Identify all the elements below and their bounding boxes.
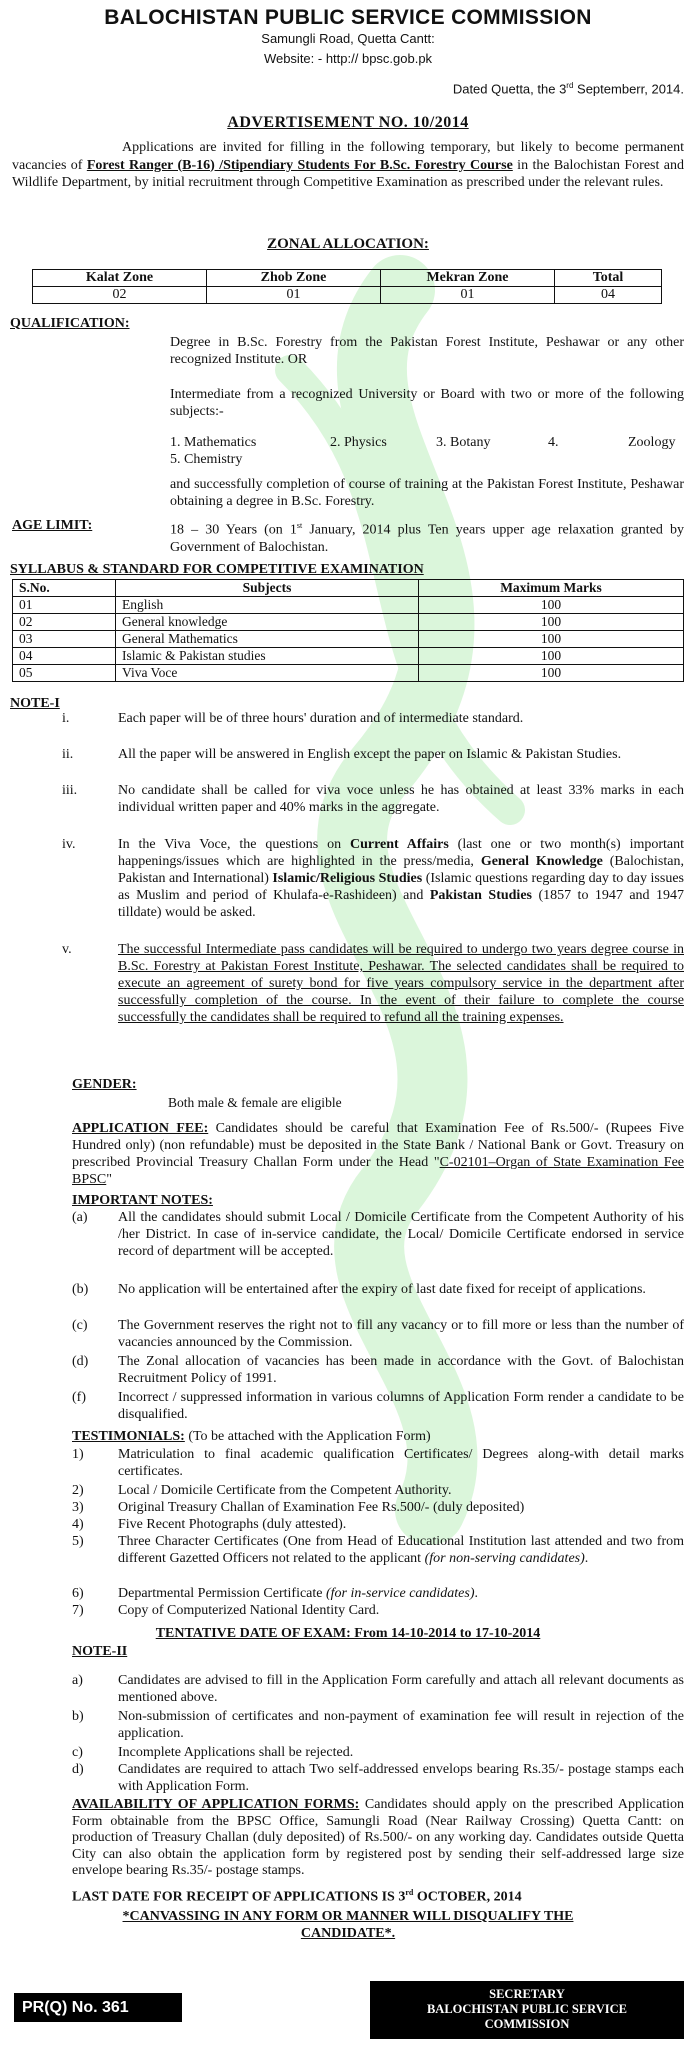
list-item xyxy=(72,1672,684,1706)
date-prefix: Dated Quetta, the xyxy=(452,81,560,97)
testimonials-label: TESTIMONIALS: xyxy=(72,1429,185,1444)
note1-iv-general-knowledge: General Knowledge xyxy=(480,854,603,869)
list-item xyxy=(72,1761,684,1795)
note2-num: a) xyxy=(72,1673,83,1688)
important-note-text: Incorrect / suppressed information in various columns of Application Form render a candidate to be disqualified. xyxy=(118,1390,684,1422)
note2-text: Non-submission of certificates and non-payment of examination fee will result in rejection of the application. xyxy=(118,1709,684,1741)
syllabus-marks: 100 xyxy=(419,614,684,631)
note2-num: b) xyxy=(72,1709,84,1724)
table-row xyxy=(13,648,684,665)
list-item xyxy=(72,1209,684,1279)
syllabus-sno: 05 xyxy=(13,665,116,682)
syllabus-header-subjects: Subjects xyxy=(116,580,419,597)
list-item xyxy=(62,710,684,744)
important-note-text: The Government reserves the right not to fill any vacancy or to fill more or less than the number of vacancies announced by the Commission. xyxy=(118,1318,684,1350)
website: Website: - http:// bpsc.gob.pk xyxy=(263,51,433,66)
list-item xyxy=(72,1317,684,1351)
qualification-subjects xyxy=(170,434,684,470)
table-row xyxy=(13,631,684,648)
zone-header-zhob: Zhob Zone xyxy=(207,270,381,287)
syllabus-sno: 01 xyxy=(13,597,116,614)
list-item xyxy=(72,1389,684,1423)
syllabus-sno: 03 xyxy=(13,631,116,648)
note1-text: The successful Intermediate pass candidates will be required to undergo two years degree course in B.Sc. Forestry at Pakistan Forest Institute, Peshawar. The selected candidates shall be required to execute an agreement of surety bond for five years compulsory service in the department after successfully completion of the course. In the event of their failure to complete the course successfully the candidates shall be required to refund all the training expenses. xyxy=(118,942,684,1025)
testimonials-heading xyxy=(72,1428,431,1445)
important-note-num: (a) xyxy=(72,1210,88,1225)
subject-mathematics: 1. Mathematics xyxy=(170,435,257,450)
qualification-intermediate: Intermediate from a recognized University or Board with two or more of the following subjects:- xyxy=(170,387,684,419)
zonal-table xyxy=(32,269,662,304)
testimonial-num: 6) xyxy=(72,1586,84,1601)
syllabus-subject: Viva Voce xyxy=(116,665,419,682)
tentative-exam-date: TENTATIVE DATE OF EXAM: From 14-10-2014 to 17-10-2014 xyxy=(155,1626,541,1641)
note1-num: iii. xyxy=(62,783,78,798)
testimonial-text xyxy=(118,1533,684,1567)
list-item xyxy=(72,1708,684,1742)
list-item xyxy=(72,1446,684,1480)
table-row xyxy=(13,614,684,631)
subject-number-4: 4. xyxy=(548,435,559,450)
list-item xyxy=(72,1533,684,1585)
advert-intro xyxy=(12,139,684,192)
note1-num: ii. xyxy=(62,747,74,762)
testimonial-text xyxy=(118,1585,684,1602)
gender-text: Both male & female are eligible xyxy=(168,1095,342,1110)
list-item xyxy=(62,836,684,940)
testimonial-num: 2) xyxy=(72,1483,84,1498)
testimonial-num: 1) xyxy=(72,1447,84,1462)
syllabus-marks: 100 xyxy=(419,648,684,665)
last-date-sup: rd xyxy=(405,1888,414,1897)
list-item xyxy=(72,1602,684,1619)
important-note-text: The Zonal allocation of vacancies has been made in accordance with the Govt. of Balochistan Recruitment Policy of 1991. xyxy=(118,1354,684,1386)
syllabus-subject: General knowledge xyxy=(116,614,419,631)
testimonial-num: 5) xyxy=(72,1534,84,1549)
fee-text-2: " xyxy=(106,1172,112,1187)
availability-label: AVAILABILITY OF APPLICATION FORMS: xyxy=(72,1797,360,1812)
important-note-num: (b) xyxy=(72,1282,89,1297)
note1-num: iv. xyxy=(62,837,76,852)
subject-physics: 2. Physics xyxy=(330,435,387,450)
important-note-num: (d) xyxy=(72,1354,89,1369)
advert-date xyxy=(414,81,684,96)
note1-iv-text-5: (1857 to 1947 and 1947 tilldate) would be asked. xyxy=(118,888,685,920)
page-title: BALOCHISTAN PUBLIC SERVICE COMMISSION xyxy=(104,6,592,29)
syllabus-subject: General Mathematics xyxy=(116,631,419,648)
pr-number: PR(Q) No. 361 xyxy=(22,1999,129,2016)
date-day: 3 xyxy=(559,81,567,97)
zone-value-total: 04 xyxy=(555,287,662,304)
note2-num: d) xyxy=(72,1762,84,1777)
testimonial-num: 7) xyxy=(72,1603,84,1618)
testimonial-5-italic: (for non-serving candidates) xyxy=(424,1551,585,1566)
zone-value-zhob: 01 xyxy=(207,287,381,304)
age-limit-label: AGE LIMIT: xyxy=(12,518,93,533)
syllabus-sno: 04 xyxy=(13,648,116,665)
date-sup: rd xyxy=(566,81,574,90)
syllabus-marks: 100 xyxy=(419,665,684,682)
testimonial-text: Copy of Computerized National Identity Card. xyxy=(118,1603,380,1618)
syllabus-heading: SYLLABUS & STANDARD FOR COMPETITIVE EXAMINATION xyxy=(10,562,424,577)
syllabus-table xyxy=(12,579,684,682)
testimonials-sub: (To be attached with the Application Form) xyxy=(184,1429,431,1444)
zone-value-mekran: 01 xyxy=(381,287,555,304)
age-text-1: 18 – 30 Years (on 1 xyxy=(170,522,297,538)
important-notes-label: IMPORTANT NOTES: xyxy=(72,1193,213,1208)
canvassing-warning: *CANVASSING IN ANY FORM OR MANNER WILL DISQUALIFY THE CANDIDATE*. xyxy=(122,1909,574,1941)
advertisement-title: ADVERTISEMENT NO. 10/2014 xyxy=(227,114,469,131)
note1-text: Each paper will be of three hours' duration and of intermediate standard. xyxy=(118,711,524,726)
secretary-box xyxy=(370,1981,684,2039)
table-row xyxy=(13,597,684,614)
table-row xyxy=(13,665,684,682)
secretary-org-2: COMMISSION xyxy=(484,2017,570,2031)
syllabus-marks: 100 xyxy=(419,631,684,648)
last-date-text-1: LAST DATE FOR RECEIPT OF APPLICATIONS IS 3 xyxy=(72,1889,406,1905)
note2-text: Candidates are required to attach Two self-addressed envelops bearing Rs.35/- postage stamps each with Application Form. xyxy=(118,1762,684,1794)
syllabus-header-marks: Maximum Marks xyxy=(419,580,684,597)
syllabus-subject: Islamic & Pakistan studies xyxy=(116,648,419,665)
intro-post-name: Forest Ranger (B-16) /Stipendiary Students For B.Sc. Forestry Course xyxy=(86,157,513,173)
availability-text: Candidates should apply on the prescribed Application Form obtainable from the BPSC Office, Samungli Road (Near Railway Crossing) Quetta Cantt: on production of Treasury Challan (duly deposited) of Rs.500/- on any working day. Candidates outside Quetta City can also obtain the application form by registered post by sending their self-addressed large size envelope bearing Rs.35/- postage stamps. xyxy=(72,1797,685,1878)
syllabus-header-sno: S.No. xyxy=(13,580,116,597)
fee-text-1: Candidates should be careful that Examination Fee of Rs.500/- (Rupees Five Hundred only) (non refundable) must be deposited in the State Bank / National Bank or Govt. Treasury on prescribed Provincial Treasury Challan Form under the Head " xyxy=(72,1121,684,1170)
important-note-text: All the candidates should submit Local / Domicile Certificate from the Competent Authority of his /her District. In case of in-service candidate, the Local/ Domicile Certificate endorsed in service record of department will be accepted. xyxy=(118,1210,684,1259)
subject-botany: 3. Botany xyxy=(436,435,491,450)
important-note-num: (c) xyxy=(72,1318,88,1333)
note1-iv-text-1: In the Viva Voce, the questions on xyxy=(118,837,350,852)
list-item xyxy=(72,1281,684,1315)
qualification-training: and successfully completion of course of training at the Pakistan Forest Institute, Peshawar obtaining a degree in B.Sc. Forestry. xyxy=(170,477,684,509)
testimonial-5-text: Three Character Certificates (One from Head of Educational Institution last attended and two from different Gazetted Officers not related to the applicant xyxy=(118,1534,684,1566)
note1-iv-text-3: (Balochistan, Pakistan and International) xyxy=(118,854,684,886)
list-item xyxy=(62,941,684,1045)
note1-iv-text-4: (Islamic questions regarding day to day issues as Muslim and period of Khulafa-e-Rashideen) and xyxy=(118,871,684,903)
testimonial-5-end: . xyxy=(584,1551,589,1566)
note1-iv-islamic-studies: Islamic/Religious Studies xyxy=(272,871,423,886)
testimonial-6-text: Departmental Permission Certificate xyxy=(118,1586,326,1601)
testimonial-num: 3) xyxy=(72,1500,84,1515)
secretary-title: SECRETARY xyxy=(489,1987,565,2001)
subject-zoology: Zoology xyxy=(628,435,676,450)
age-text-2: January, 2014 plus Ten years upper age relaxation granted by Government of Balochistan. xyxy=(170,522,685,555)
note1-text xyxy=(118,836,684,921)
secretary-org: BALOCHISTAN PUBLIC SERVICE xyxy=(426,2002,628,2016)
date-rest: Septemberr, 2014. xyxy=(573,81,684,97)
important-note-num: (f) xyxy=(72,1390,86,1405)
syllabus-subject: English xyxy=(116,597,419,614)
list-item xyxy=(62,746,684,780)
note1-text: All the paper will be answered in English except the paper on Islamic & Pakistan Studies. xyxy=(118,747,622,762)
note2-text: Candidates are advised to fill in the Application Form carefully and attach all relevant documents as mentioned above. xyxy=(118,1673,684,1705)
subject-chemistry: 5. Chemistry xyxy=(170,452,243,467)
office-address: Samungli Road, Quetta Cantt: xyxy=(261,31,435,46)
zonal-heading: ZONAL ALLOCATION: xyxy=(267,236,429,252)
intro-text-2: in the Balochistan Forest and Wildlife Department, by initial recruitment through Competitive Examination as prescribed under the relevant rules. xyxy=(12,157,684,190)
note1-iv-pakistan-studies: Pakistan Studies xyxy=(429,888,532,903)
pr-number-box xyxy=(14,1993,182,2022)
zone-header-kalat: Kalat Zone xyxy=(33,270,207,287)
last-date-text-2: OCTOBER, 2014 xyxy=(413,1889,522,1905)
note1-text: No candidate shall be called for viva voce unless he has obtained at least 33% marks in each individual written paper and 40% marks in the aggregate. xyxy=(118,783,684,815)
fee-label: APPLICATION FEE: xyxy=(72,1121,209,1136)
intro-text-1: Applications are invited for filling in the following temporary, but likely to become permanent vacancies of xyxy=(12,140,684,173)
testimonial-6-italic: (for in-service candidates) xyxy=(326,1586,475,1601)
testimonial-text: Original Treasury Challan of Examination Fee Rs.500/- (duly deposited) xyxy=(118,1500,525,1515)
list-item xyxy=(72,1516,684,1533)
zone-header-total: Total xyxy=(555,270,662,287)
zone-value-kalat: 02 xyxy=(33,287,207,304)
qualification-label: QUALIFICATION: xyxy=(10,316,130,331)
list-item xyxy=(72,1744,684,1761)
testimonial-num: 4) xyxy=(72,1517,84,1532)
important-note-text: No application will be entertained after the expiry of last date fixed for receipt of applications. xyxy=(118,1282,646,1297)
age-sup: st xyxy=(296,521,303,530)
list-item xyxy=(72,1353,684,1387)
note2-text: Incomplete Applications shall be rejected. xyxy=(118,1745,354,1760)
availability-of-forms xyxy=(72,1797,684,1880)
note1-iv-text-2: (last one or two month(s) important happenings/issues which are highlighted in the press/media, xyxy=(118,837,684,869)
list-item xyxy=(72,1482,684,1499)
note1-num: i. xyxy=(62,711,70,726)
testimonial-text: Local / Domicile Certificate from the Competent Authority. xyxy=(118,1483,452,1498)
note2-label: NOTE-II xyxy=(72,1644,128,1659)
list-item xyxy=(62,782,684,834)
testimonial-text: Five Recent Photographs (duly attested). xyxy=(118,1517,347,1532)
syllabus-sno: 02 xyxy=(13,614,116,631)
last-date xyxy=(72,1884,522,1906)
gender-label: GENDER: xyxy=(72,1077,137,1092)
note2-num: c) xyxy=(72,1745,83,1760)
application-fee xyxy=(72,1120,684,1188)
qualification-degree: Degree in B.Sc. Forestry from the Pakistan Forest Institute, Peshawar or any other recognized Institute. OR xyxy=(170,335,684,367)
fee-head: C-02101–Organ of State Examination Fee BPSC xyxy=(72,1155,684,1187)
note1-iv-current-affairs: Current Affairs xyxy=(349,837,449,852)
testimonial-text: Matriculation to final academic qualification Certificates/ Degrees along-with detail marks certificates. xyxy=(118,1447,684,1479)
zone-header-mekran: Mekran Zone xyxy=(381,270,555,287)
testimonial-6-end: . xyxy=(474,1586,479,1601)
list-item xyxy=(72,1499,684,1516)
note1-label: NOTE-I xyxy=(10,696,60,711)
note1-num: v. xyxy=(62,942,72,957)
list-item xyxy=(72,1585,684,1602)
age-limit-text xyxy=(170,517,684,556)
syllabus-marks: 100 xyxy=(419,597,684,614)
